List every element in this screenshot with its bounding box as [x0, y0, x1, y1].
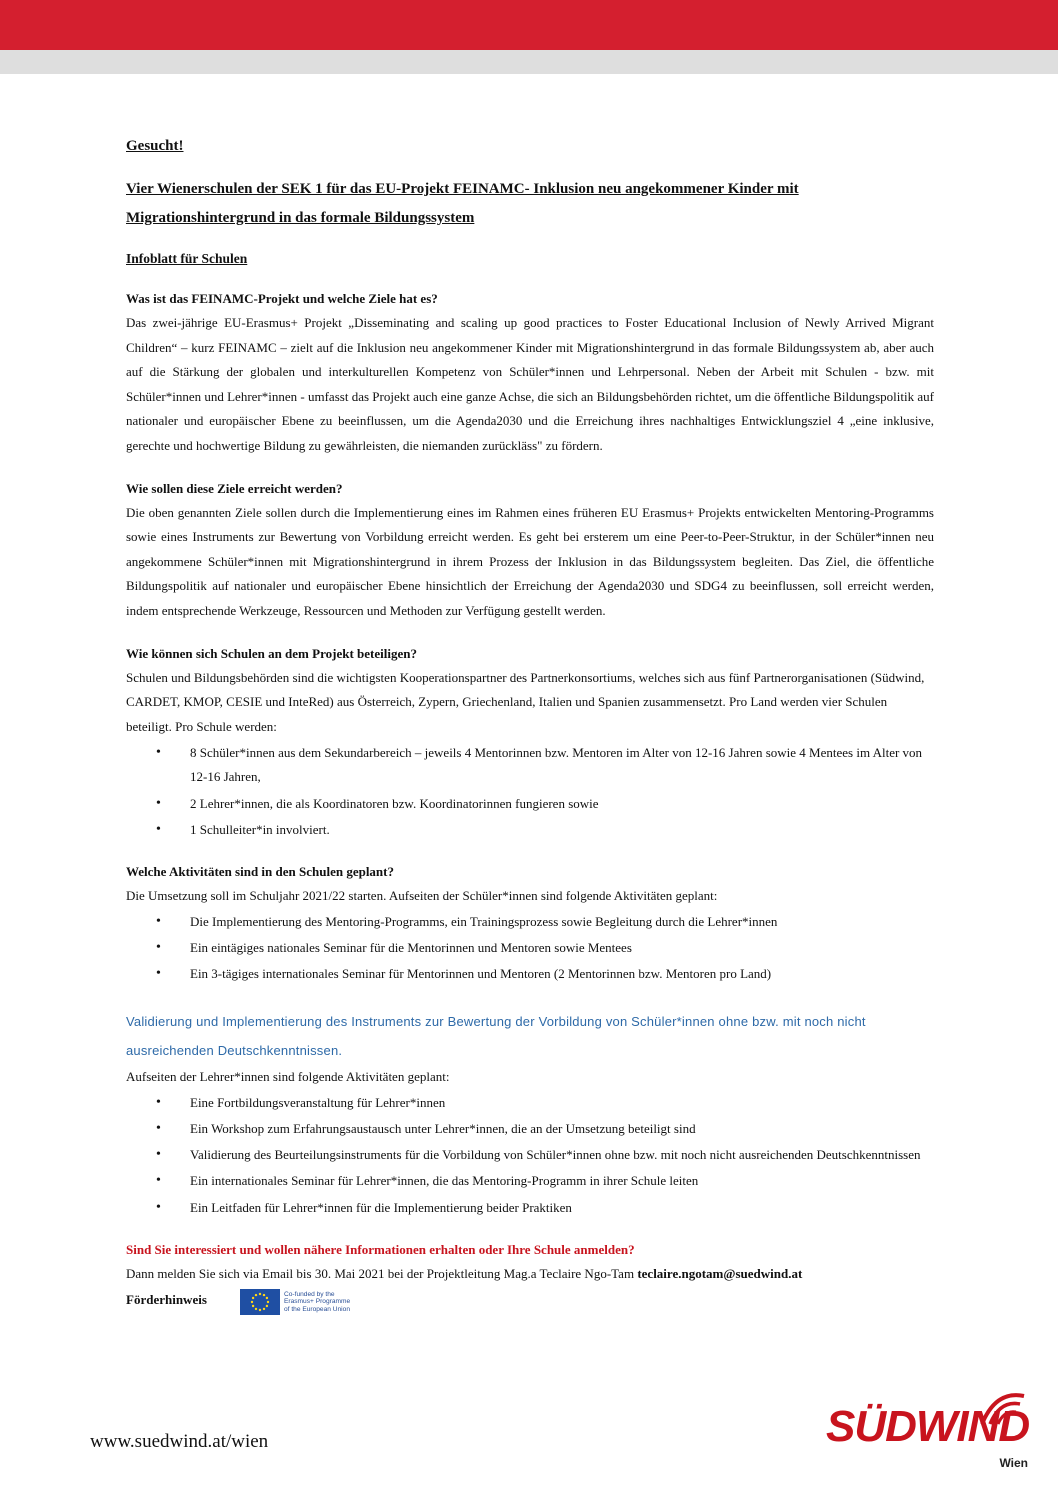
bullet-list [126, 1091, 934, 1220]
section-heading: Wie sollen diese Ziele erreicht werden? [126, 480, 343, 496]
bullet-list [126, 910, 934, 987]
header-grey-band [0, 50, 1058, 74]
list-item: • Ein eintägiges nationales Seminar für die Mentorinnen und Mentoren sowie Mentees [126, 936, 934, 961]
funding-notice [126, 1288, 934, 1320]
bullet-icon: • [156, 1121, 161, 1137]
contact-email-link[interactable]: teclaire.ngotam@suedwind.at [637, 1266, 803, 1282]
section-text: Die Umsetzung soll im Schuljahr 2021/22 starten. Aufseiten der Schüler*innen sind folgende Aktivitäten geplant: [126, 888, 718, 904]
list-item: • Ein 3-tägiges internationales Seminar für Mentorinnen und Mentoren (2 Mentorinnen bzw. Mentoren pro Land) [126, 962, 934, 987]
section-text: Das zwei-jährige EU-Erasmus+ Projekt „Disseminating and scaling up good practices to Foster Educational Inclusion of Newly Arrived Migrant Children“ – kurz FEINAMC – zielt auf die Inklusion neu angekommener Kinder mit Migrationshintergrund in das formale Bildungssystem ab, aber auch auf die Stärkung der globalen und interkulturellen Kompetenz von Schüler*innen und Lehrpersonal. Neben der Arbeit mit Schulen - bzw. mit Schüler*innen und Lehrer*innen - umfasst das Projekt auch eine ganze Achse, die sich an Bildungsbehörden richtet, um die öffentliche Bildungspolitik auf nationaler und europäischer Ebene zu beeinflussen, um die Agenda2030 und die Erreichung ihres nachhaltiges Entwicklungsziel 4 „eine inklusive, gerechte und hochwertige Bildung zu gewährleisten, die niemanden zurückläss" zu fördern. [126, 315, 934, 453]
header-red-band [0, 0, 1058, 50]
list-item: • Eine Fortbildungsveranstaltung für Lehrer*innen [126, 1091, 934, 1116]
document-title: Vier Wienerschulen der SEK 1 für das EU-Projekt FEINAMC- Inklusion neu angekommener Kinder mit Migrationshintergrund in das formale Bildungssystem [126, 181, 799, 226]
section-heading: Was ist das FEINAMC-Projekt und welche Ziele hat es? [126, 291, 438, 306]
list-item: • Ein internationales Seminar für Lehrer*innen, die das Mentoring-Programm in ihrer Schule leiten [126, 1169, 934, 1194]
section-how-achieved [126, 477, 934, 624]
section-text: Aufseiten der Lehrer*innen sind folgende Aktivitäten geplant: [126, 1069, 450, 1085]
bullet-icon: • [156, 914, 161, 930]
bullet-icon: • [156, 821, 161, 837]
suedwind-logo [826, 1384, 1036, 1474]
list-item: • 8 Schüler*innen aus dem Sekundarbereich – jeweils 4 Mentorinnen bzw. Mentoren im Alter von 12-16 Jahren sowie 4 Mentees im Alter von 12-16 Jahren, [126, 741, 934, 790]
list-item: • 2 Lehrer*innen, die als Koordinatoren bzw. Koordinatorinnen fungieren sowie [126, 792, 934, 817]
eu-flag-icon [240, 1289, 280, 1315]
section-text: Schulen und Bildungsbehörden sind die wichtigsten Kooperationspartner des Partnerkonsortiums, welches sich aus fünf Partnerorganisationen (Südwind, CARDET, KMOP, CESIE und InteRed) aus Österreich, Zypern, Griechenland, Italien und Spanien zusammensetzt. Pro Land werden vier Schulen beteiligt. Pro Schule werden: [126, 669, 925, 734]
bullet-icon: • [156, 1147, 161, 1163]
bullet-list [126, 741, 934, 842]
section-heading-validation: Validierung und Implementierung des Instruments zur Bewertung der Vorbildung von Schüler*innen ohne bzw. mit noch nicht ausreichenden Deutschkenntnissen. [126, 1014, 866, 1059]
contact-text: Dann melden Sie sich via Email bis 30. Mai 2021 bei der Projektleitung Mag.a Teclaire Ngo-Tam [126, 1266, 635, 1282]
section-project-goals [126, 287, 934, 459]
bullet-icon: • [156, 795, 161, 811]
list-item: • Die Implementierung des Mentoring-Programms, ein Trainingsprozess sowie Begleitung durch die Lehrer*innen [126, 910, 934, 935]
footer-website-link[interactable]: www.suedwind.at/wien [90, 1431, 269, 1452]
section-heading: Welche Aktivitäten sind in den Schulen geplant? [126, 864, 394, 880]
logo-wordmark: SÜDWIND [826, 1402, 1030, 1451]
bullet-icon: • [156, 744, 161, 760]
document-subtitle: Infoblatt für Schulen [126, 251, 248, 266]
section-activities-schools [126, 860, 934, 987]
bullet-icon: • [156, 940, 161, 956]
page-heading: Gesucht! [126, 138, 184, 154]
document-body [126, 134, 934, 1320]
list-item: • Ein Workshop zum Erfahrungsaustausch unter Lehrer*innen, die an der Umsetzung beteiligt sind [126, 1117, 934, 1142]
section-heading: Wie können sich Schulen an dem Projekt beteiligen? [126, 645, 417, 661]
section-activities-teachers [126, 1065, 934, 1220]
section-participation [126, 642, 934, 843]
eu-erasmus-logo [240, 1288, 362, 1316]
funding-label: Förderhinweis [126, 1292, 207, 1308]
list-item: • Validierung des Beurteilungsinstruments für die Vorbildung von Schüler*innen ohne bzw. mit noch nicht ausreichenden Deutschkenntnissen [126, 1143, 934, 1168]
section-text: Die oben genannten Ziele sollen durch die Implementierung eines im Rahmen eines früheren EU Erasmus+ Projekts entwickelten Mentoring-Programms sowie eines Instruments zur Bewertung von Vorbildung erreicht werden. Es geht bei ersterem um eine Peer-to-Peer-Struktur, in der Schüler*innen neu angekommene Schüler*innen mit Migrationshintergrund in ihrem Prozess der Inklusion in das Bildungssystem begleiten. Das Ziel, die öffentliche Bildungspolitik auf nationaler und europäischer Ebene hinsichtlich der Erreichung der Agenda2030 und SDG4 zu beeinflussen, soll erreicht werden, indem entsprechende Werkzeuge, Ressourcen und Methoden zur Verfügung gestellt werden. [126, 504, 934, 618]
bullet-icon: • [156, 1199, 161, 1215]
eu-logo-text: Co-funded by the Erasmus+ Programme of the European Union [284, 1291, 351, 1313]
bullet-icon: • [156, 966, 161, 982]
bullet-icon: • [156, 1173, 161, 1189]
list-item: • 1 Schulleiter*in involviert. [126, 818, 934, 843]
list-item: • Ein Leitfaden für Lehrer*innen für die Implementierung beider Praktiken [126, 1196, 934, 1221]
contact-question: Sind Sie interessiert und wollen nähere Informationen erhalten oder Ihre Schule anmelden? [126, 1242, 635, 1258]
logo-subtitle: Wien [999, 1456, 1028, 1470]
contact-line [126, 1262, 934, 1286]
bullet-icon: • [156, 1095, 161, 1111]
